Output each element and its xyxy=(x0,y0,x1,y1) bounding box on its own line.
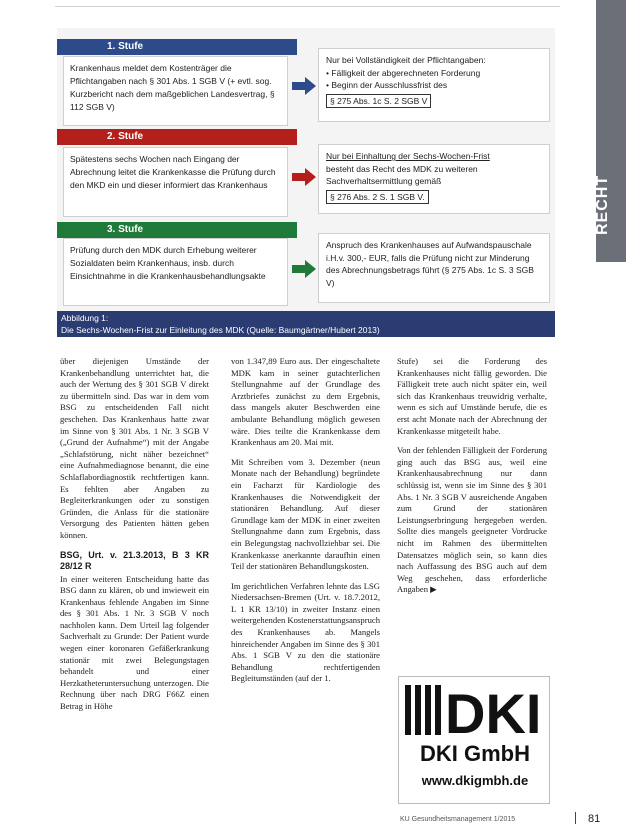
stage-1-result-ref: § 275 Abs. 1c S. 2 SGB V xyxy=(326,94,431,109)
section-tab xyxy=(596,0,626,262)
dki-advertisement xyxy=(398,676,550,804)
company-url: www.dkigmbh.de xyxy=(421,773,529,788)
page-number: 81 xyxy=(588,813,601,825)
stage-2-result-text: besteht das Recht des MDK zu weiteren Sachverhaltsermittlung gemäß xyxy=(326,163,478,186)
figure-caption-text: Die Sechs-Wochen-Frist zur Einleitung des MDK (Quelle: Baumgärtner/Hubert 2013) xyxy=(61,324,380,335)
figure-caption-label: Abbildung 1: xyxy=(61,313,109,323)
company-name: DKI GmbH xyxy=(420,741,530,766)
stage-1-text: Krankenhaus meldet dem Kostenträger die Pflichtangaben nach § 301 Abs. 1 SGB V (+ evtl. sog. Kurzbericht nach dem maßgeblichen Landesvertrag, § 112 SGB V) xyxy=(63,56,288,126)
stage-1-result-bullet: • Beginn der Ausschlussfrist des xyxy=(326,80,448,90)
arrow-right-icon xyxy=(292,77,316,95)
footer-journal: KU Gesundheitsmanagement 1/2015 xyxy=(400,816,516,823)
body-paragraph: Im gerichtlichen Verfahren lehnte das LSG Niedersachsen-Bremen (Urt. v. 18.7.2012, L 1 KR 13/10) in zweiter Instanz einen weitergehenden Kostenerstattungsanspruch des Krankenhauses ab. Mangels hinreichender Angaben im Sinne des § 301 Abs. 1 SGB V zu den die stationäre Behandlung rechtfertigenden Begleitumständen (auf der 1. xyxy=(231,580,380,684)
stage-1-result-bullet: • Fälligkeit der abgerechneten Forderung xyxy=(326,67,481,78)
section-heading: BSG, Urt. v. 21.3.2013, B 3 KR 28/12 R xyxy=(60,549,209,571)
stage-3-label: 3. Stufe xyxy=(57,222,297,238)
stage-2-result-title: Nur bei Einhaltung der Sechs-Wochen-Frist xyxy=(326,151,490,161)
stage-1-result-title: Nur bei Vollständigkeit der Pflichtangaben: xyxy=(326,55,486,65)
body-paragraph: von 1.347,89 Euro aus. Der eingeschaltete MDK kam in seiner gutachterlichen Stellungnahme auf der Grundlage des Arztbriefes zunächst zu dem Ergebnis, dass mangels akuter Beschwerden eine ambulante Behandlung möglich gewesen wäre. Dies teilte die Krankenkasse dem Krankenhaus am 20. Mai mit. xyxy=(231,356,380,448)
section-tab-label: RECHT xyxy=(594,174,611,235)
stage-2-result-ref: § 276 Abs. 2 S. 1 SGB V. xyxy=(326,190,429,205)
dki-logo xyxy=(405,683,545,737)
stage-3-result: Anspruch des Krankenhauses auf Aufwandspauschale i.H.v. 300,- EUR, falls die Prüfung nicht zur Minderung des Abrechnungsbetrags führt (§ 275 Abs. 1c S. 3 SGB V) xyxy=(318,233,550,303)
footer-separator xyxy=(575,812,576,824)
body-paragraph: Stufe) sei die Forderung des Krankenhauses nicht fällig geworden. Die Fälligkeit trete auch nicht später ein, weil sich das Krankenhaus treuwidrig verhalte, wenn es sich auf Umstände berufe, die es erst acht Monate nach der Abrechnung der Krankenkasse mitgeteilt habe. xyxy=(397,356,547,436)
arrow-right-icon xyxy=(292,260,316,278)
stage-2-text: Spätestens sechs Wochen nach Eingang der Abrechnung leitet die Krankenkasse die Prüfung durch den MKD ein und dieser informiert das Krankenhaus xyxy=(63,147,288,217)
stage-2-result xyxy=(318,144,550,214)
body-paragraph: Von der fehlenden Fälligkeit der Forderung ging auch das BSG aus, weil eine Krankenhausabrechnung nur dann schlüssig ist, wenn sie im Sinne des § 301 Abs. 1 Nr. 3 SGB V ausreichende Angaben zum Grund der stationären Leistungserbringung hergegeben werden. Sollte dies mangels geeigneter Vordrucke nicht im Rahmen des übermittelten Datensatzes möglich sein, so kann dies nach Auffassung des BSG auch auf dem Weg geschehen, dass erforderliche Angaben ▶ xyxy=(397,445,547,595)
stage-1-label: 1. Stufe xyxy=(57,39,297,55)
dki-logo-text: DKI xyxy=(445,683,542,737)
stage-3-text: Prüfung durch den MDK durch Erhebung weiterer Sozialdaten beim Krankenhaus, insb. durch Einsichtnahme in die Krankenhausbehandlungsakte xyxy=(63,238,288,306)
body-paragraph: über diejenigen Umstände der Krankenbehandlung unterrichtet hat, die auch der Wertung des § 301 SGB V direkt zu übermitteln sind. Das war in dem vom BSG zu entscheidenden Fall nicht geschehen. Das Krankenhaus hatte zwar im Sinne von § 301 Abs. 1 Nr. 3 SGB V („Grund der Aufnahme“) mit der Angabe „Schlafstörung, nicht näher bezeichnet“ eine Aufnahmediagnose benannt, die eine Schlaflabordiagnostik rechtfertigen kann. Es fehlten aber Angaben zu Begleiterkrankungen oder zu sonstigen Gründen, die Anlass für die stationäre Versorgung des Patienten hätten geben können. xyxy=(60,356,209,540)
text-column-1 xyxy=(60,356,209,721)
top-rule xyxy=(55,6,560,7)
body-paragraph: In einer weiteren Entscheidung hatte das BSG dann zu klären, ob und inwieweit ein Krankenhaus fehlende Angaben im Sinne des § 301 Abs. 1 Nr. 3 SGB V noch nachholen kann. Dem Urteil lag folgender Sachverhalt zu Grunde: Der Patient wurde wegen einer koronaren Gefäßerkrankung stationär mit zwei Belegungstagen behandelt und einer Herzkatheteruntersuchung unterzogen. Die Rechnung über nach DRG F66Z einen Betrag in Höhe xyxy=(60,573,209,712)
text-column-3 xyxy=(397,356,547,604)
body-paragraph: Mit Schreiben vom 3. Dezember (neun Monate nach der Behandlung) begründete ein Facharzt für Kardiologie des Krankenhauses die Notwendigkeit der stationären Behandlung. Auf dieser Grundlage kam der MDK in einer zweiten Stellungnahme dann zum Ergebnis, dass ein Belegungstag nachvollziehbar sei. Die Krankenkasse anerkannte daraufhin einen Teil der stationären Behandlungskosten. xyxy=(231,456,380,572)
figure-caption xyxy=(57,311,555,337)
arrow-right-icon xyxy=(292,168,316,186)
stage-1-result xyxy=(318,48,550,122)
stage-2-label: 2. Stufe xyxy=(57,129,297,145)
text-column-2 xyxy=(231,356,380,693)
